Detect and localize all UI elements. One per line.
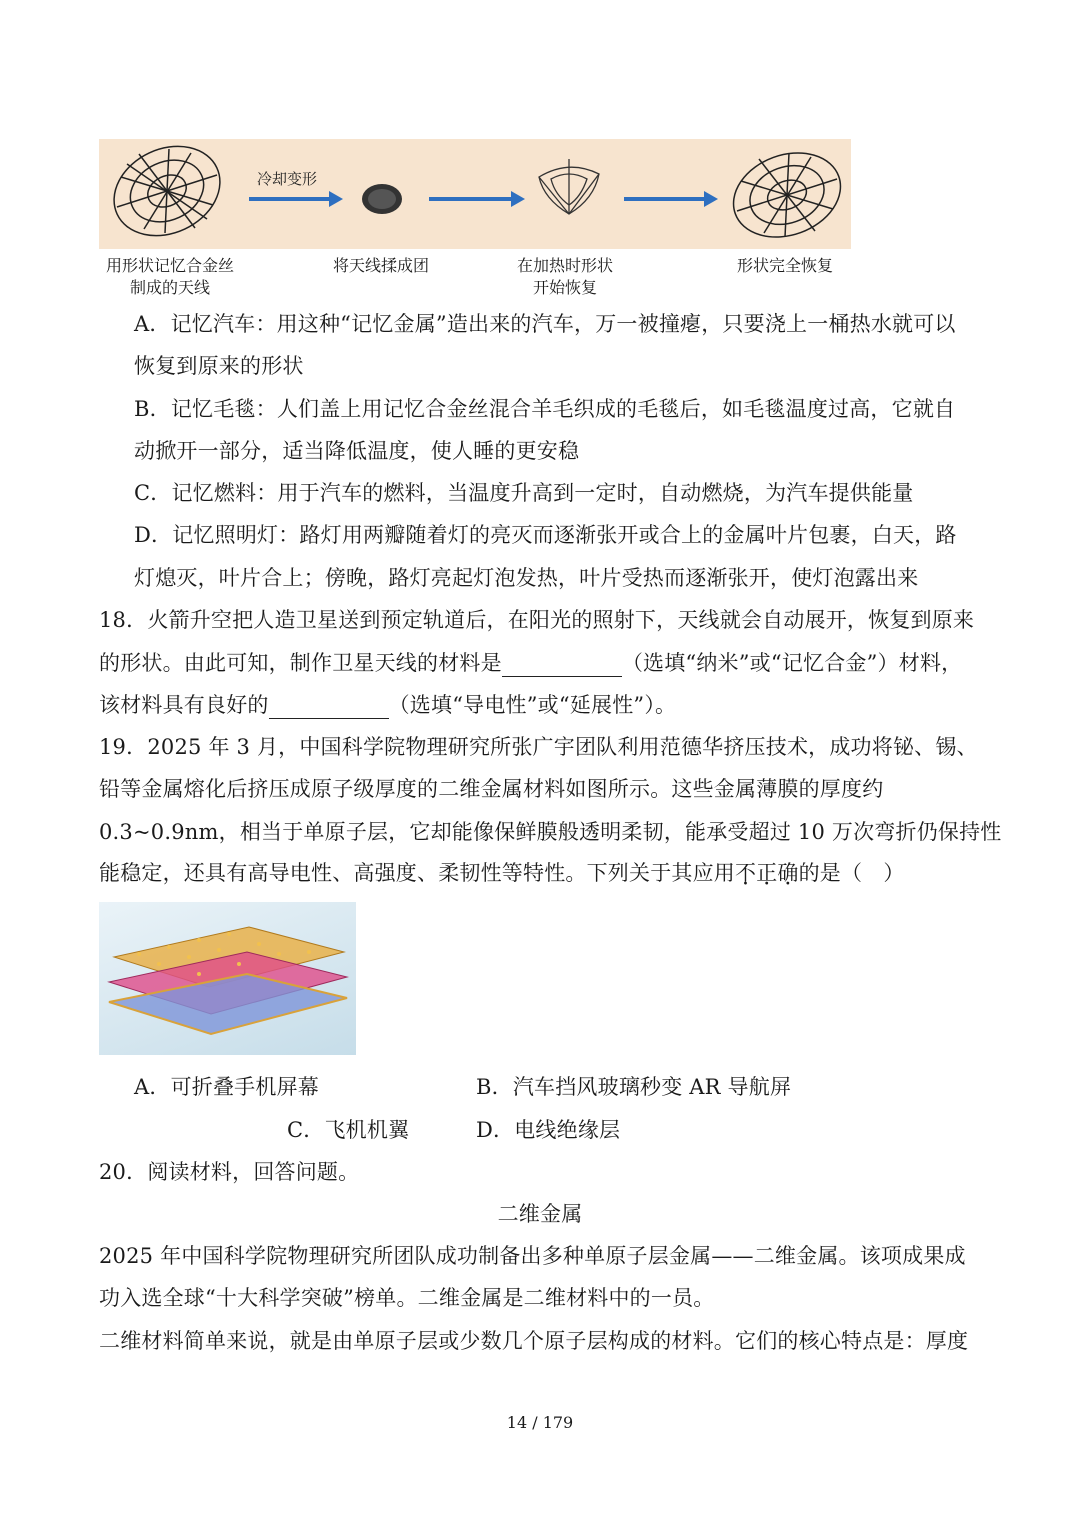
article-paragraph-2-line1: 二维材料简单来说，就是由单原子层或少数几个原子层构成的材料。它们的核心特点是：厚度 xyxy=(99,1329,969,1353)
q17-option-a-line1: A．记忆汽车：用这种“记忆金属”造出来的汽车，万一被撞瘪，只要浇上一桶热水就可以 xyxy=(134,312,956,336)
q18-line3: 该材料具有良好的 （选填“导电性”或“延展性”）。 xyxy=(99,693,677,717)
q18-blank-2[interactable] xyxy=(269,696,389,719)
arrow-label: 冷却变形 xyxy=(257,172,318,188)
emphasis-char: 不 xyxy=(735,861,757,885)
cooling-arrow xyxy=(249,171,343,207)
q18-line2: 的形状。由此可知，制作卫星天线的材料是 （选填“纳米”或“记忆合金”）材料， xyxy=(99,651,963,675)
article-paragraph-1-line2: 功入选全球“十大科学突破”榜单。二维金属是二维材料中的一员。 xyxy=(99,1286,715,1310)
q17-option-d-line1: D．记忆照明灯：路灯用两瓣随着灯的亮灭而逐渐张开或合上的金属叶片包裹，白天，路 xyxy=(134,523,957,547)
antenna-dish-restored xyxy=(722,139,851,249)
q17-option-c: C．记忆燃料：用于汽车的燃料，当温度升高到一定时，自动燃烧，为汽车提供能量 xyxy=(134,481,914,505)
q19-option-b: B．汽车挡风玻璃秒变 AR 导航屏 xyxy=(476,1075,792,1099)
q17-option-a-line2: 恢复到原来的形状 xyxy=(134,354,304,378)
q20-prompt: 20．阅读材料，回答问题。 xyxy=(99,1160,360,1184)
arrow-3 xyxy=(624,191,718,207)
article-title: 二维金属 xyxy=(497,1202,583,1226)
article-paragraph-1-line1: 2025 年中国科学院物理研究所团队成功制备出多种单原子层金属——二维金属。该项成果成 xyxy=(99,1244,966,1268)
q19-option-a: A．可折叠手机屏幕 xyxy=(134,1075,319,1099)
q17-option-b-line2: 动掀开一部分，适当降低温度，使人睡的更安稳 xyxy=(134,439,580,463)
q19-line2: 铅等金属熔化后挤压成原子级厚度的二维金属材料如图所示。这些金属薄膜的厚度约 xyxy=(99,777,884,801)
atomic-layers-illustration xyxy=(99,902,356,1055)
q17-option-d-line2: 灯熄灭，叶片合上；傍晚，路灯亮起灯泡发热，叶片受热而逐渐张开，使灯泡露出来 xyxy=(134,566,919,590)
caption-restored: 形状完全恢复 xyxy=(736,256,833,275)
2d-metal-layers-figure xyxy=(99,902,356,1055)
memory-alloy-antenna-figure xyxy=(99,139,851,249)
q19-line3: 0.3~0.9nm，相当于单原子层，它却能像保鲜膜般透明柔韧，能承受超过 10 万次弯折仍保持性 xyxy=(99,820,1002,844)
caption-crumpled: 将天线揉成团 xyxy=(332,256,429,275)
arrow-2 xyxy=(429,191,525,207)
antenna-recovering xyxy=(539,159,599,214)
q17-option-b-line1: B．记忆毛毯：人们盖上用记忆合金丝混合羊毛织成的毛毯后，如毛毯温度过高，它就自 xyxy=(134,397,956,421)
emphasis-char: 正 xyxy=(756,861,778,885)
antenna-sequence-illustration xyxy=(99,139,851,249)
antenna-dish-original xyxy=(99,139,234,249)
q18-blank-1[interactable] xyxy=(502,654,622,677)
emphasis-char: 确 xyxy=(777,861,799,885)
q18-line1: 18．火箭升空把人造卫星送到预定轨道后，在阳光的照射下，天线就会自动展开，恢复到原来 xyxy=(99,608,975,632)
q19-option-d: D．电线绝缘层 xyxy=(476,1118,621,1142)
caption-heating: 在加热时形状 开始恢复 xyxy=(516,256,613,297)
q19-line4: 能稳定，还具有高导电性、高强度、柔韧性等特性。下列关于其应用不正确的是（ ） xyxy=(99,861,905,885)
caption-original: 用形状记忆合金丝 制成的天线 xyxy=(105,256,234,297)
crumpled-antenna xyxy=(362,184,402,214)
q19-line1: 19．2025 年 3 月，中国科学院物理研究所张广宇团队利用范德华挤压技术，成功将铋、锡、 xyxy=(99,735,978,759)
page-number: 14 / 179 xyxy=(506,1413,574,1432)
q19-option-c: C．飞机机翼 xyxy=(287,1118,410,1142)
